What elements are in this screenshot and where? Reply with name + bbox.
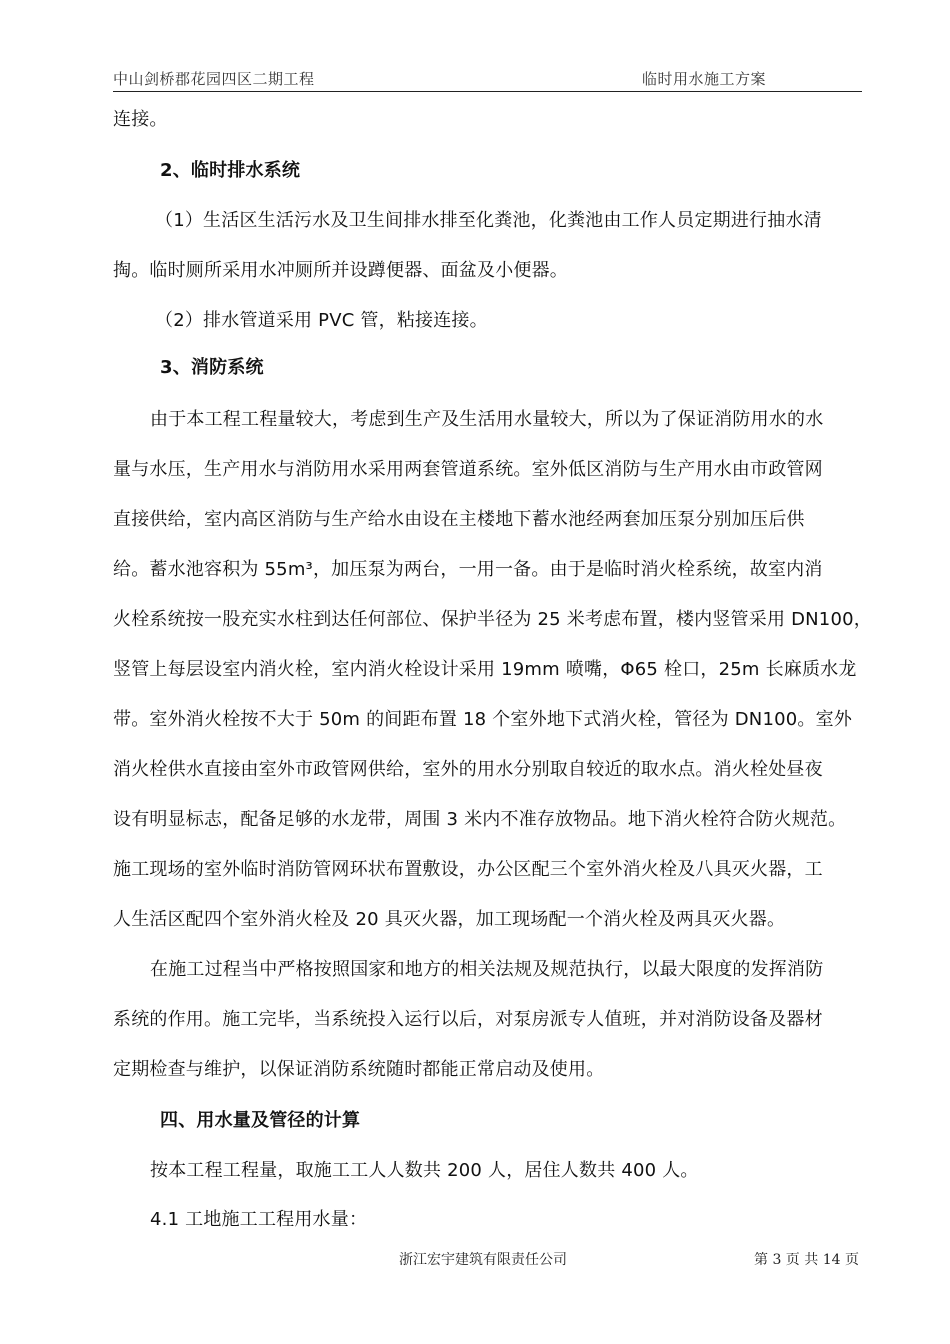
footer-page-number: 第 3 页 共 14 页: [754, 1252, 859, 1268]
paragraph-line: 设有明显标志，配备足够的水龙带，周围 3 米内不准存放物品。地下消火栓符合防火规范。: [113, 809, 847, 830]
paragraph-line: 直接供给，室内高区消防与生产给水由设在主楼地下蓄水池经两套加压泵分别加压后供: [113, 509, 805, 530]
section-heading: 四、用水量及管径的计算: [160, 1110, 361, 1131]
paragraph-line: 给。蓄水池容积为 55m³，加压泵为两台，一用一备。由于是临时消火栓系统，故室内消: [113, 559, 823, 580]
paragraph-line: 竖管上每层设室内消火栓，室内消火栓设计采用 19mm 喷嘴，Φ65 栓口，25m 长麻质水龙: [113, 659, 857, 680]
paragraph-line: 在施工过程当中严格按照国家和地方的相关法规及规范执行，以最大限度的发挥消防: [150, 959, 824, 980]
paragraph-line: 施工现场的室外临时消防管网环状布置敷设，办公区配三个室外消火栓及八具灭火器，工: [113, 859, 823, 880]
paragraph-line: 连接。: [113, 109, 168, 130]
paragraph-line: 掏。临时厕所采用水冲厕所并设蹲便器、面盆及小便器。: [113, 260, 568, 281]
section-heading: 2、临时排水系统: [160, 160, 301, 181]
paragraph-line: （1）生活区生活污水及卫生间排水排至化粪池，化粪池由工作人员定期进行抽水清: [155, 210, 822, 231]
paragraph-line: 系统的作用。施工完毕，当系统投入运行以后，对泵房派专人值班，并对消防设备及器材: [113, 1009, 823, 1030]
paragraph-line: 消火栓供水直接由室外市政管网供给，室外的用水分别取自较近的取水点。消火栓处昼夜: [113, 759, 823, 780]
paragraph-line: 火栓系统按一股充实水柱到达任何部位、保护半径为 25 米考虑布置，楼内竖管采用 DN100，: [113, 609, 872, 630]
paragraph-line: （2）排水管道采用 PVC 管，粘接连接。: [155, 310, 488, 331]
header-project-title: 中山剑桥郡花园四区二期工程: [113, 70, 315, 88]
header-divider: [113, 91, 862, 92]
paragraph-line: 带。室外消火栓按不大于 50m 的间距布置 18 个室外地下式消火栓，管径为 DN100。室外: [113, 709, 853, 730]
footer-company-name: 浙江宏宇建筑有限责任公司: [399, 1252, 567, 1268]
paragraph-line: 定期检查与维护，以保证消防系统随时都能正常启动及使用。: [113, 1059, 605, 1080]
paragraph-line: 由于本工程工程量较大，考虑到生产及生活用水量较大，所以为了保证消防用水的水: [150, 409, 824, 430]
paragraph-line: 按本工程工程量，取施工工人人数共 200 人，居住人数共 400 人。: [150, 1160, 699, 1181]
header-document-title: 临时用水施工方案: [642, 70, 767, 88]
paragraph-line: 量与水压，生产用水与消防用水采用两套管道系统。室外低区消防与生产用水由市政管网: [113, 459, 823, 480]
paragraph-line: 人生活区配四个室外消火栓及 20 具灭火器，加工现场配一个消火栓及两具灭火器。: [113, 909, 786, 930]
paragraph-line: 4.1 工地施工工程用水量：: [150, 1209, 368, 1230]
section-heading: 3、消防系统: [160, 357, 264, 378]
